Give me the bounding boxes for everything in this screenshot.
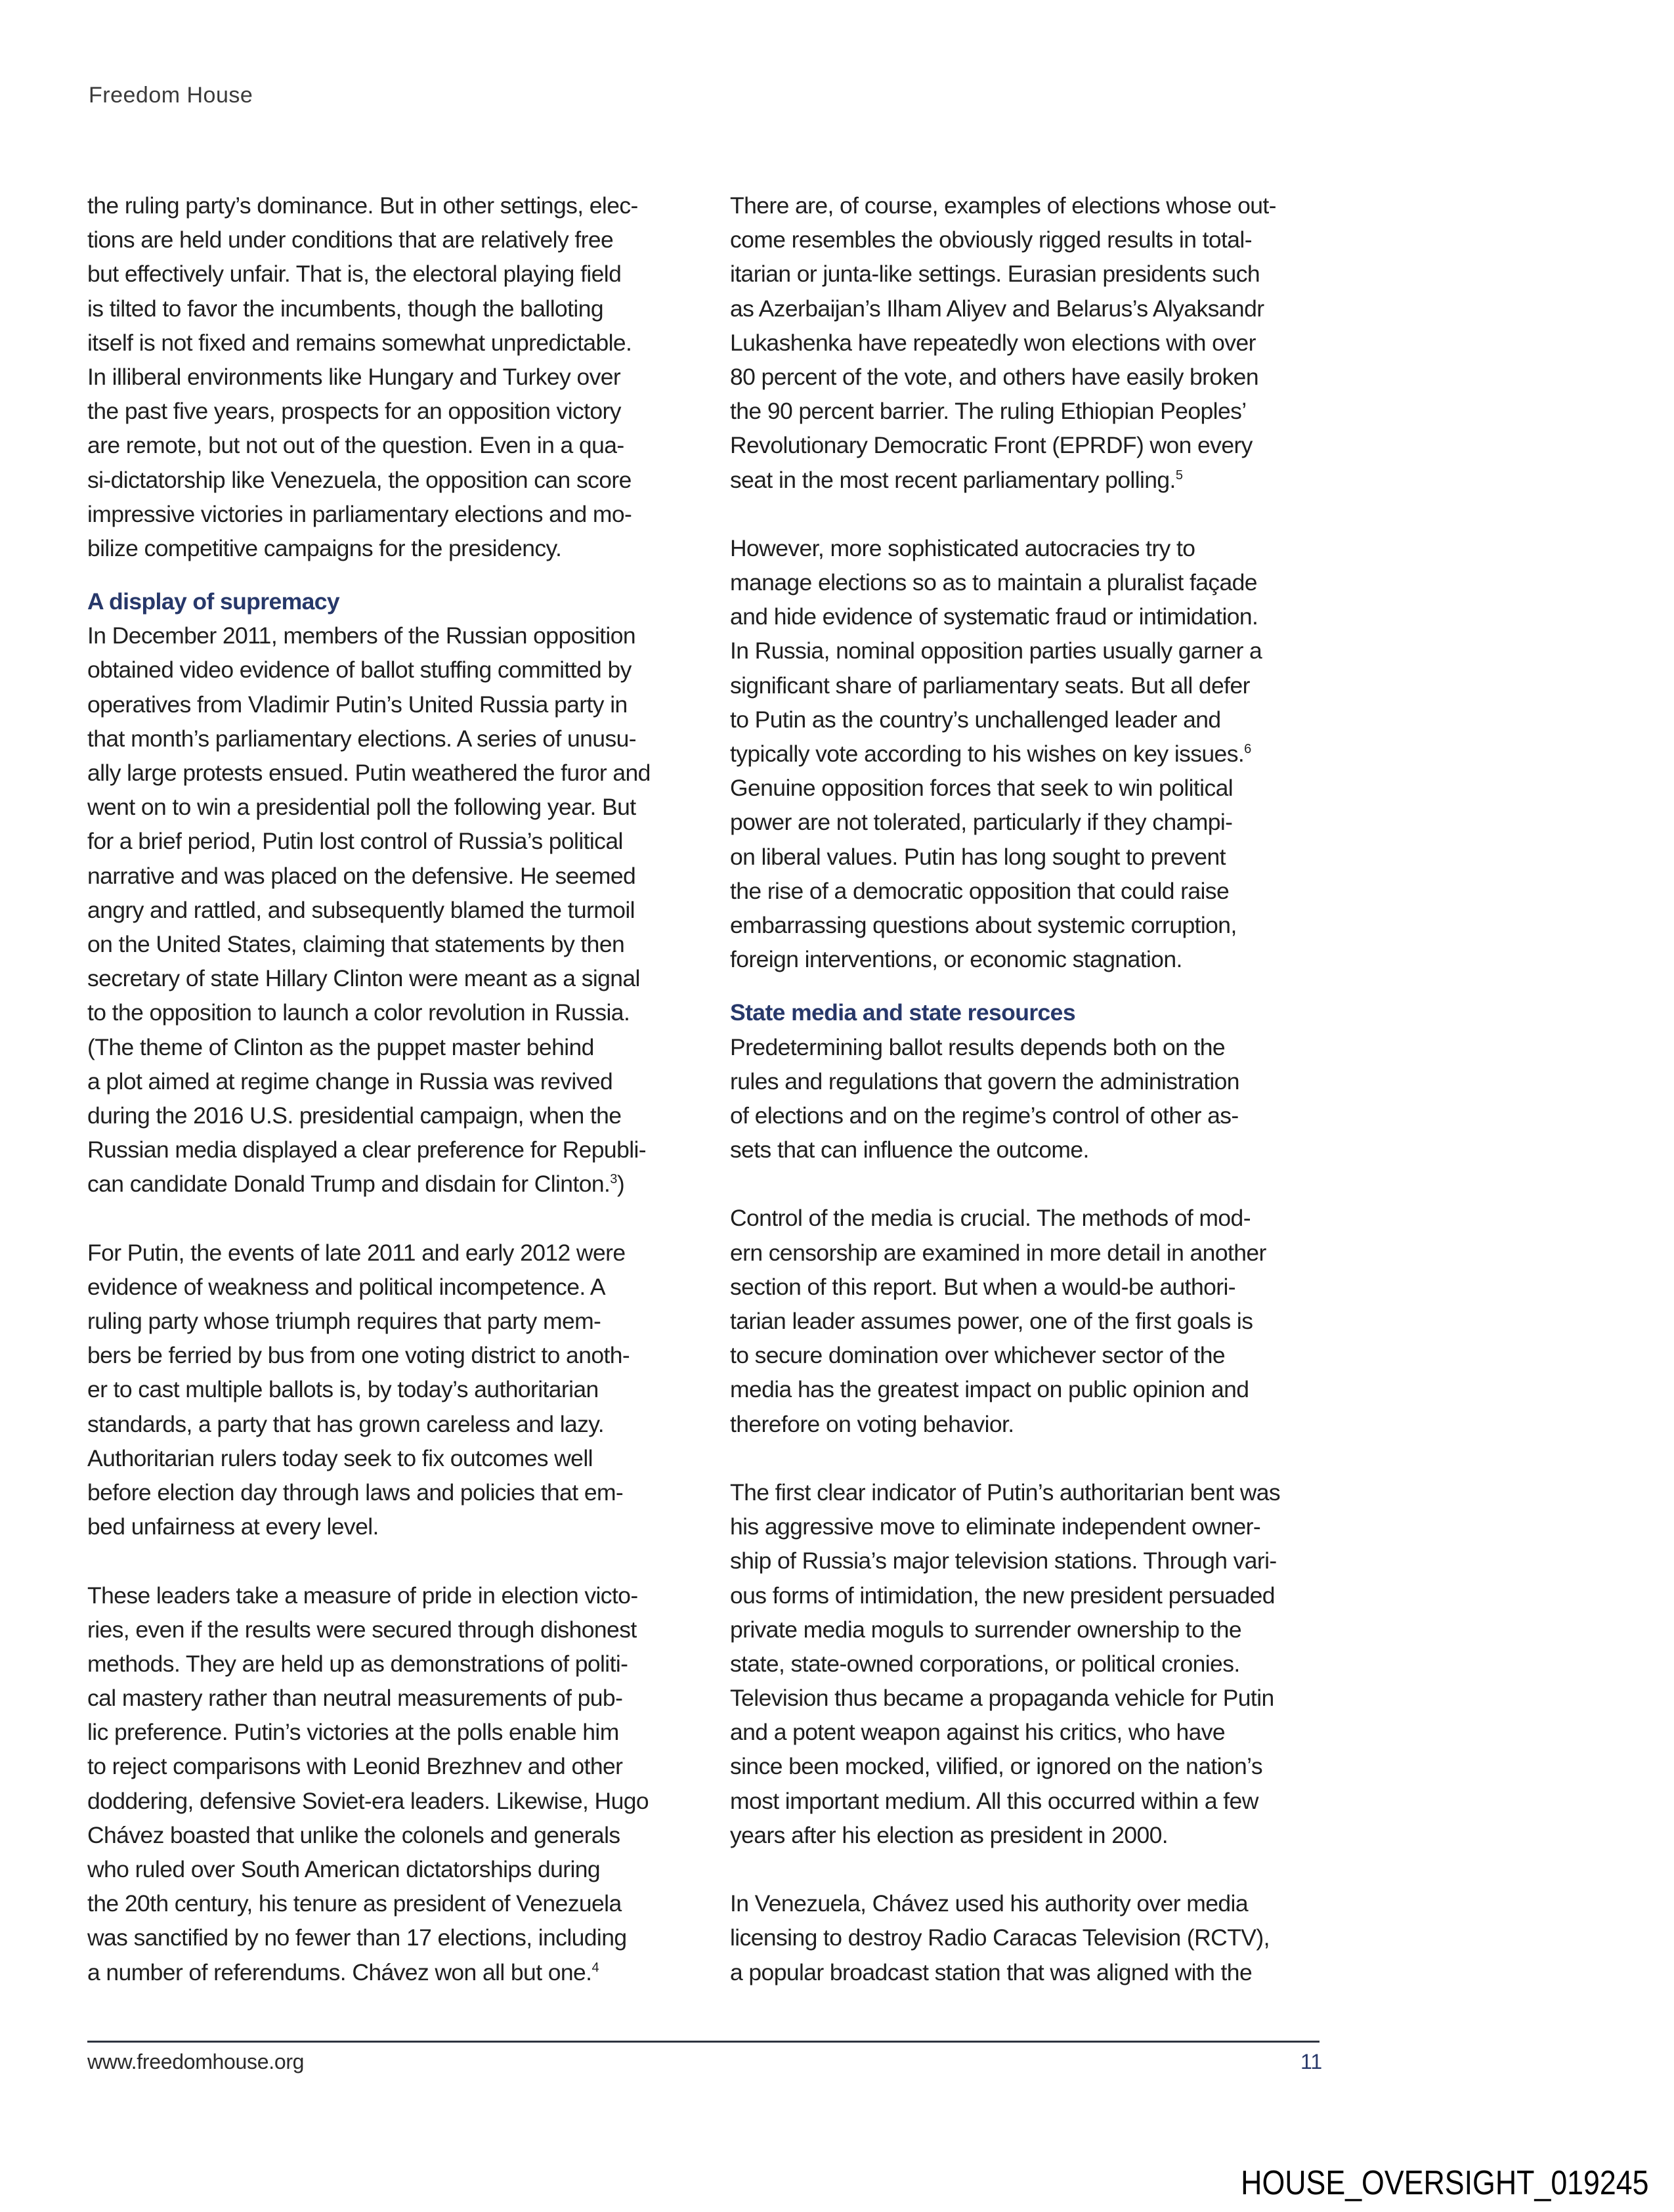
paragraph — [730, 531, 1321, 976]
text-line — [730, 737, 1321, 771]
text-line: Lukashenka have repeatedly won elections with over — [730, 329, 1256, 356]
text-line: narrative and was placed on the defensive. He seemed — [87, 862, 636, 889]
text-line: In Russia, nominal opposition parties usually garner a — [730, 638, 1262, 664]
text-line: his aggressive move to eliminate independent owner- — [730, 1513, 1261, 1540]
footer-website-link[interactable]: www.freedomhouse.org — [87, 2050, 305, 2073]
text-line: come resembles the obviously rigged results in total- — [730, 227, 1252, 253]
text-line: ern censorship are examined in more detail in another — [730, 1239, 1266, 1266]
text-line: In illiberal environments like Hungary and Turkey over — [87, 363, 621, 390]
text-line: the past five years, prospects for an opposition victory — [87, 398, 621, 425]
text-line: er to cast multiple ballots is, by today’s authoritarian — [87, 1376, 599, 1403]
text-line: embarrassing questions about systemic corruption, — [730, 911, 1237, 938]
section-heading-display-of-supremacy: A display of supremacy — [87, 588, 340, 615]
text-line: Television thus became a propaganda vehicle for Putin — [730, 1685, 1274, 1712]
text-line: There are, of course, examples of elections whose out- — [730, 192, 1276, 219]
text-line: a plot aimed at regime change in Russia was revived — [87, 1068, 613, 1095]
text-line: media has the greatest impact on public opinion and — [730, 1376, 1249, 1403]
text-line: impressive victories in parliamentary elections and mo- — [87, 500, 632, 527]
footnote-ref-3[interactable]: 3 — [610, 1172, 617, 1187]
text-line: bed unfairness at every level. — [87, 1513, 379, 1540]
paragraph — [730, 1201, 1321, 1441]
paragraph — [87, 1578, 678, 1989]
text-line: foreign interventions, or economic stagnation. — [730, 946, 1182, 973]
text-line — [87, 1167, 678, 1201]
text-line: the 90 percent barrier. The ruling Ethiopian Peoples’ — [730, 398, 1247, 425]
paragraph-gap — [730, 1167, 1321, 1201]
paragraph — [730, 1030, 1321, 1167]
text-line: who ruled over South American dictatorships during — [87, 1856, 601, 1882]
text-line: tions are held under conditions that are relatively free — [87, 227, 614, 253]
text-line: to reject comparisons with Leonid Brezhnev and other — [87, 1753, 623, 1780]
text-line: to Putin as the country’s unchallenged leader and — [730, 706, 1221, 733]
text-line: and hide evidence of systematic fraud or intimidation. — [730, 603, 1258, 630]
text-line: to the opposition to launch a color revolution in Russia. — [87, 999, 630, 1026]
text-fragment: seat in the most recent parliamentary polling. — [730, 466, 1176, 493]
text-line: to secure domination over whichever sector of the — [730, 1342, 1225, 1369]
text-line: on the United States, claiming that statements by then — [87, 930, 625, 957]
text-line: evidence of weakness and political incompetence. A — [87, 1273, 605, 1300]
text-line: doddering, defensive Soviet-era leaders. Likewise, Hugo — [87, 1787, 649, 1814]
text-line: for a brief period, Putin lost control of Russia’s political — [87, 828, 623, 855]
text-line: itarian or junta-like settings. Eurasian presidents such — [730, 261, 1260, 288]
text-line: bers be ferried by bus from one voting district to anoth- — [87, 1342, 630, 1369]
left-column — [87, 188, 678, 1989]
text-line: lic preference. Putin’s victories at the polls enable him — [87, 1719, 619, 1746]
text-line — [87, 1955, 678, 1989]
text-line: ruling party whose triumph requires that party mem- — [87, 1308, 601, 1334]
text-line: that month’s parliamentary elections. A series of unusu- — [87, 725, 636, 752]
text-line: but effectively unfair. That is, the electoral playing field — [87, 261, 622, 288]
text-line: significant share of parliamentary seats. But all defer — [730, 672, 1250, 699]
text-line: Chávez boasted that unlike the colonels and generals — [87, 1821, 620, 1848]
text-line: private media moguls to surrender ownership to the — [730, 1616, 1242, 1643]
text-line: In Venezuela, Chávez used his authority over media — [730, 1890, 1248, 1917]
text-line: The first clear indicator of Putin’s authoritarian bent was — [730, 1479, 1281, 1506]
text-line: was sanctified by no fewer than 17 elections, including — [87, 1924, 627, 1951]
text-line: Revolutionary Democratic Front (EPRDF) won every — [730, 432, 1253, 459]
text-line: These leaders take a measure of pride in election victo- — [87, 1582, 638, 1609]
text-line: standards, a party that has grown careless and lazy. — [87, 1410, 605, 1437]
text-line: tarian leader assumes power, one of the first goals is — [730, 1308, 1253, 1334]
text-line: is tilted to favor the incumbents, though the balloting — [87, 295, 603, 322]
paragraph — [87, 188, 678, 565]
section-heading-state-media: State media and state resources — [730, 999, 1075, 1026]
text-line: ship of Russia’s major television stations. Through vari- — [730, 1548, 1277, 1574]
text-fragment: ) — [616, 1171, 625, 1198]
paragraph — [87, 1236, 678, 1544]
text-line: the ruling party’s dominance. But in other settings, elec- — [87, 192, 638, 219]
text-line: bilize competitive campaigns for the presidency. — [87, 534, 562, 561]
text-line: are remote, but not out of the question. Even in a qua- — [87, 432, 624, 459]
text-line: therefore on voting behavior. — [730, 1410, 1014, 1437]
text-line: the rise of a democratic opposition that could raise — [730, 877, 1230, 904]
text-fragment: typically vote according to his wishes on key issues. — [730, 741, 1245, 767]
footnote-ref-4[interactable]: 4 — [591, 1960, 599, 1975]
text-line: si-dictatorship like Venezuela, the opposition can score — [87, 466, 632, 493]
text-line: secretary of state Hillary Clinton were meant as a signal — [87, 965, 640, 992]
text-line: For Putin, the events of late 2011 and early 2012 were — [87, 1239, 626, 1266]
paragraph — [87, 618, 678, 1201]
text-fragment: can candidate Donald Trump and disdain for Clinton. — [87, 1171, 611, 1198]
text-line — [730, 463, 1321, 497]
text-line: Control of the media is crucial. The methods of mod- — [730, 1205, 1251, 1232]
paragraph — [730, 1886, 1321, 1989]
text-line: sets that can influence the outcome. — [730, 1137, 1089, 1163]
text-line: Russian media displayed a clear preference for Republi- — [87, 1137, 647, 1163]
text-line: on liberal values. Putin has long sought to prevent — [730, 843, 1226, 870]
paragraph-gap — [87, 1544, 678, 1578]
text-line: power are not tolerated, particularly if they champi- — [730, 809, 1233, 836]
text-line: of elections and on the regime’s control of other as- — [730, 1102, 1239, 1129]
text-line: rules and regulations that govern the administration — [730, 1068, 1239, 1095]
text-line: as Azerbaijan’s Ilham Aliyev and Belarus’s Alyaksandr — [730, 295, 1264, 322]
paragraph-gap — [730, 1852, 1321, 1886]
text-line: most important medium. All this occurred within a few — [730, 1787, 1258, 1814]
text-line: Genuine opposition forces that seek to win political — [730, 775, 1234, 802]
running-header-title: Freedom House — [89, 83, 253, 108]
text-line: However, more sophisticated autocracies try to — [730, 534, 1195, 561]
text-line: manage elections so as to maintain a pluralist façade — [730, 569, 1257, 596]
text-line: years after his election as president in 2000. — [730, 1821, 1169, 1848]
text-line: (The theme of Clinton as the puppet master behind — [87, 1033, 594, 1060]
text-line: In December 2011, members of the Russian opposition — [87, 622, 636, 649]
text-line: ous forms of intimidation, the new president persuaded — [730, 1582, 1275, 1609]
text-line: cal mastery rather than neutral measurements of pub- — [87, 1685, 623, 1712]
paragraph — [730, 188, 1321, 497]
text-line: 80 percent of the vote, and others have easily broken — [730, 363, 1258, 390]
text-line: angry and rattled, and subsequently blamed the turmoil — [87, 896, 635, 923]
paragraph-gap — [730, 1441, 1321, 1475]
paragraph — [730, 1475, 1321, 1852]
paragraph-gap — [87, 1201, 678, 1235]
text-line: ries, even if the results were secured through dishonest — [87, 1616, 637, 1643]
text-line: obtained video evidence of ballot stuffing committed by — [87, 657, 632, 683]
page-number: 11 — [1300, 2050, 1323, 2073]
footer-divider — [87, 2041, 1320, 2043]
paragraph-gap — [730, 497, 1321, 531]
text-line: before election day through laws and policies that em- — [87, 1479, 624, 1506]
text-line: during the 2016 U.S. presidential campaign, when the — [87, 1102, 622, 1129]
text-line: a popular broadcast station that was aligned with the — [730, 1959, 1253, 1985]
footnote-ref-6[interactable]: 6 — [1244, 742, 1251, 757]
text-line: Predetermining ballot results depends both on the — [730, 1033, 1226, 1060]
text-line: the 20th century, his tenure as president of Venezuela — [87, 1890, 622, 1917]
text-line: licensing to destroy Radio Caracas Television (RCTV), — [730, 1924, 1270, 1951]
text-line: went on to win a presidential poll the following year. But — [87, 794, 636, 821]
text-line: Authoritarian rulers today seek to fix outcomes well — [87, 1444, 593, 1471]
text-line: ally large protests ensued. Putin weathered the furor and — [87, 760, 651, 786]
text-line: methods. They are held up as demonstrations of politi- — [87, 1650, 628, 1677]
text-line: itself is not fixed and remains somewhat unpredictable. — [87, 329, 632, 356]
text-line: and a potent weapon against his critics, who have — [730, 1719, 1226, 1746]
text-line: state, state-owned corporations, or political cronies. — [730, 1650, 1240, 1677]
footnote-ref-5[interactable]: 5 — [1175, 467, 1183, 483]
text-line: section of this report. But when a would-be authori- — [730, 1273, 1235, 1300]
text-line: since been mocked, vilified, or ignored on the nation’s — [730, 1753, 1262, 1780]
text-fragment: a number of referendums. Chávez won all but one. — [87, 1959, 592, 1985]
right-column — [730, 188, 1321, 1989]
text-line: operatives from Vladimir Putin’s United Russia party in — [87, 691, 628, 718]
bates-stamp: HOUSE_OVERSIGHT_019245 — [1241, 2164, 1649, 2202]
